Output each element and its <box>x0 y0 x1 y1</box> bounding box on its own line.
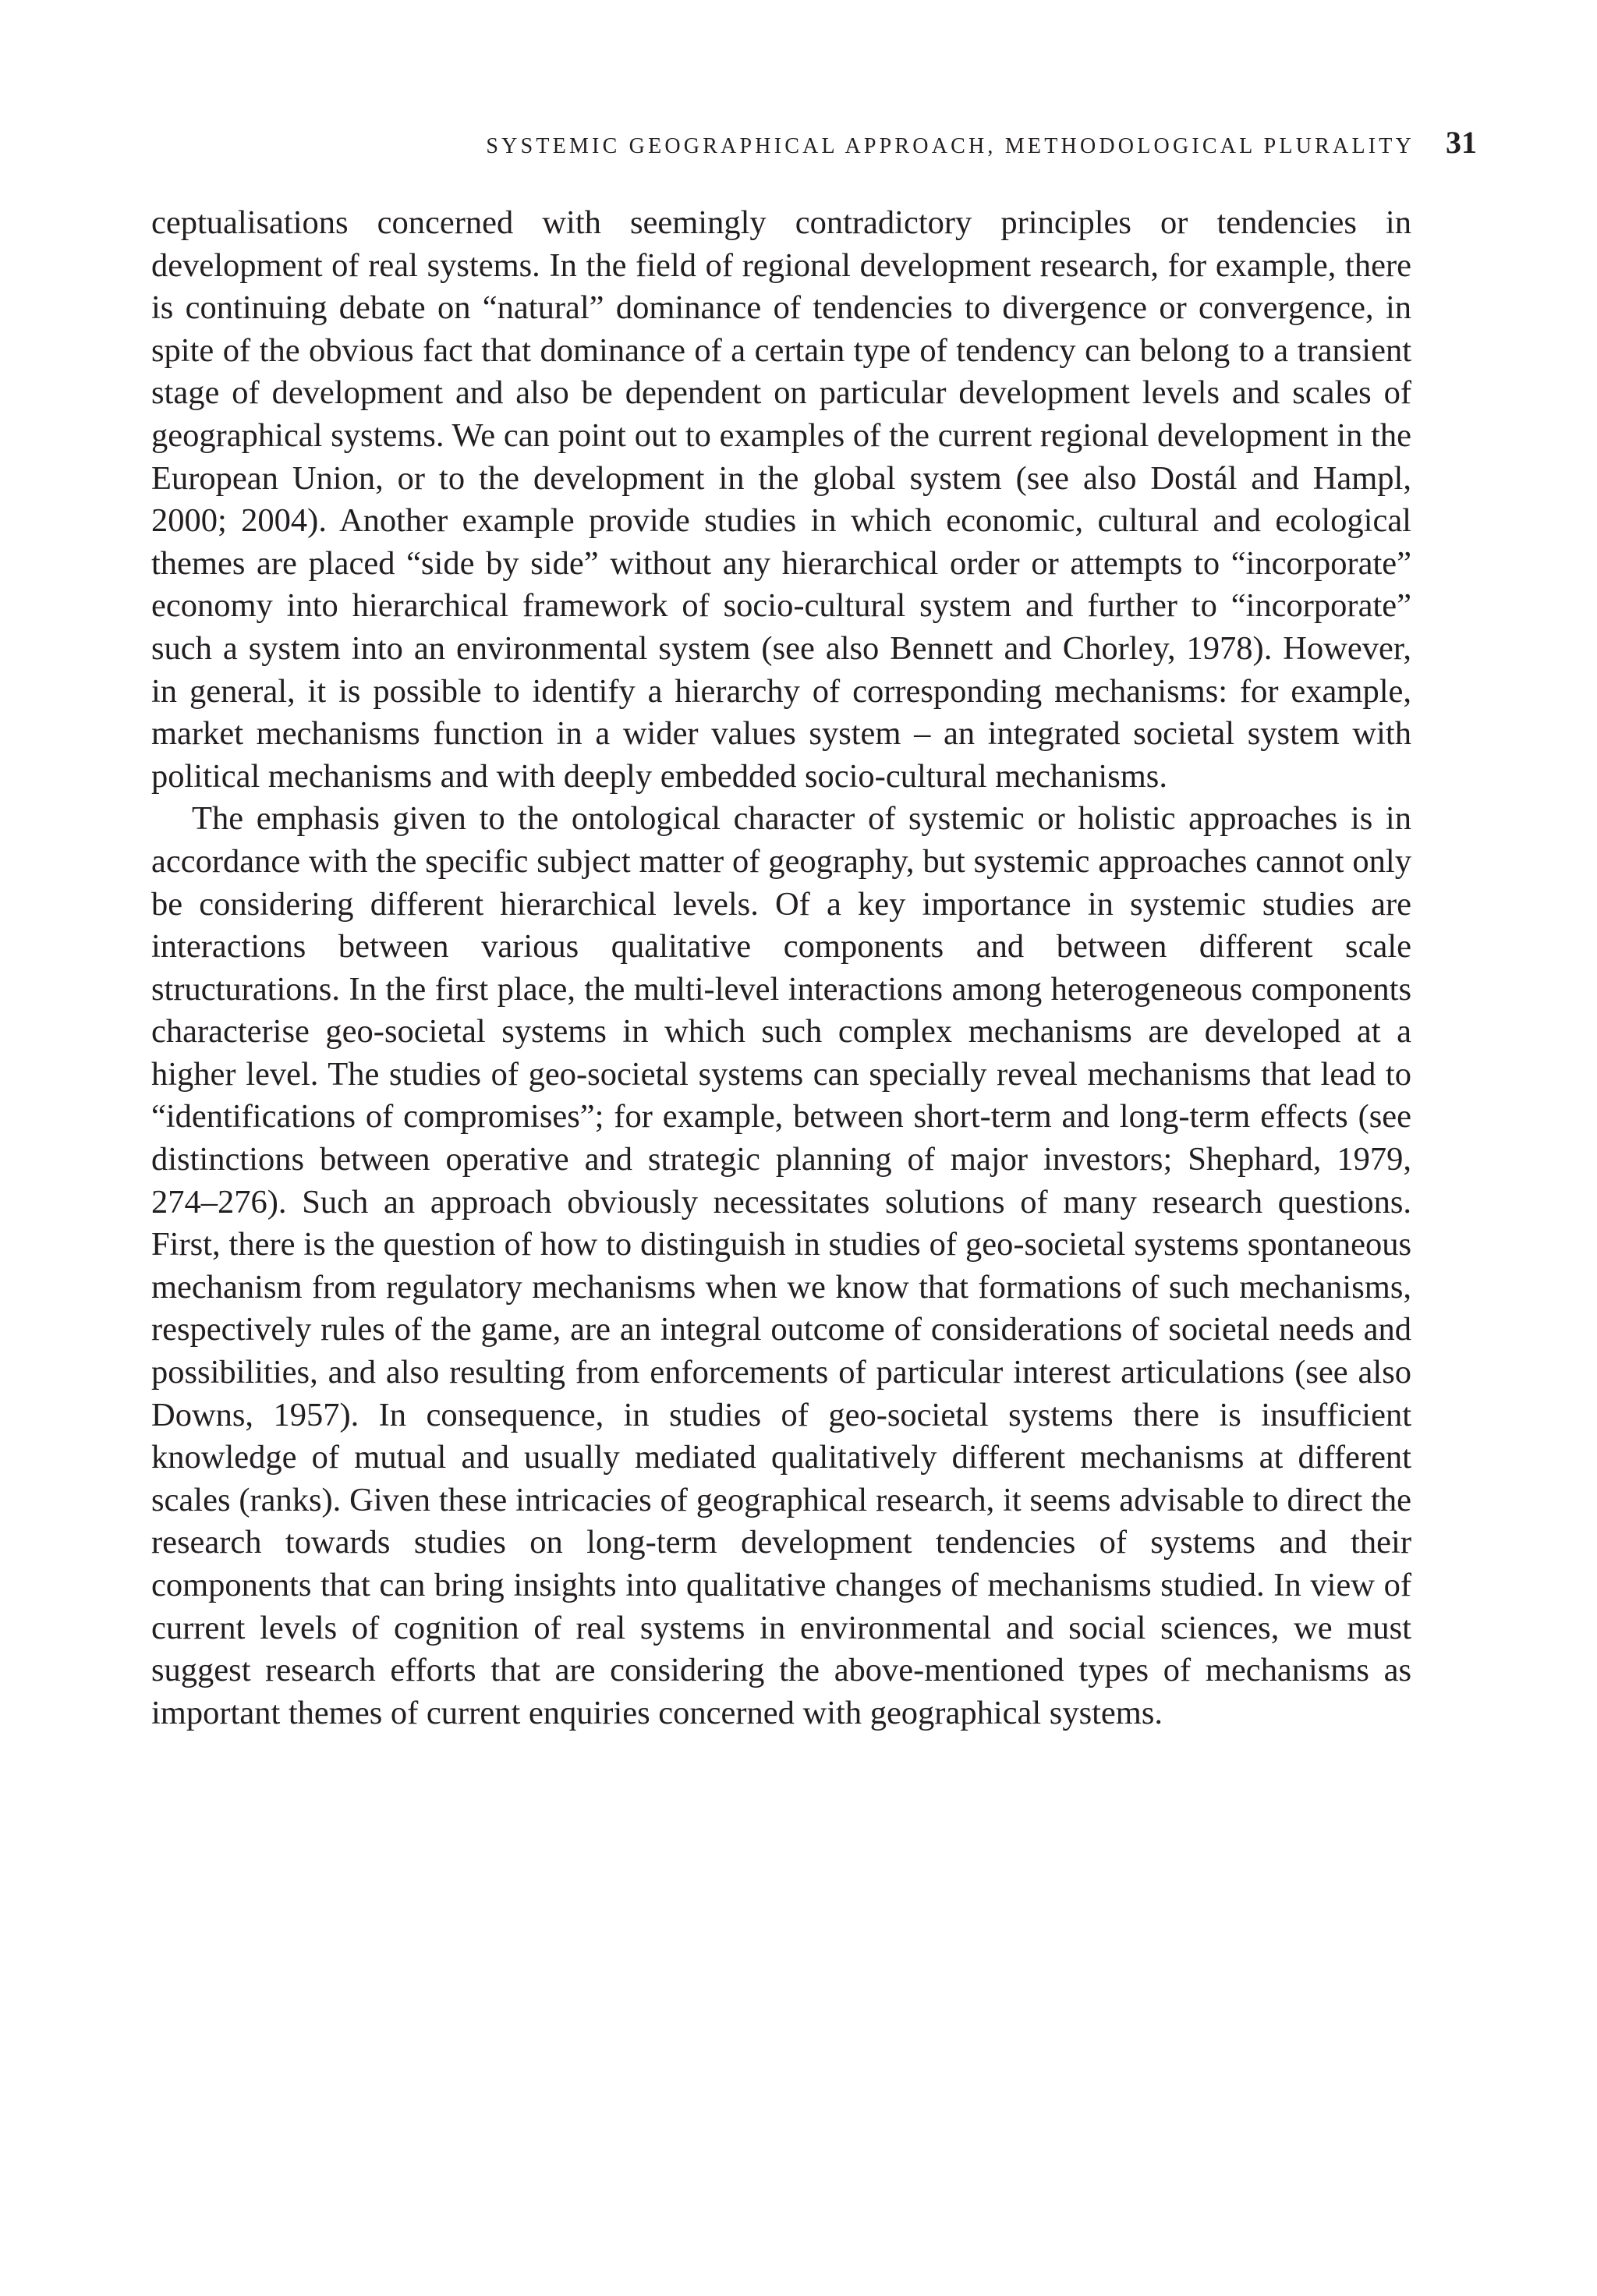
running-title: SYSTEMIC GEOGRAPHICAL APPROACH, METHODOLOGICAL PLURALITY <box>486 134 1415 158</box>
running-header <box>151 122 1477 163</box>
body-text <box>151 202 1411 1734</box>
page-number: 31 <box>1446 125 1477 160</box>
paragraph-continued: ceptualisations concerned with seemingly contradictory principles or tendencies in development of real systems. In the field of regional development research, for example, there is continuing debate on “natural” dominance of tendencies to divergence or convergence, in spite of the obvious fact that dominance of a certain type of tendency can belong to a transient stage of development and also be dependent on particular development levels and scales of geographical systems. We can point out to examples of the current regional development in the European Union, or to the development in the global system (see also Dostál and Hampl, 2000; 2004). Another example provide studies in which economic, cultural and ecological themes are placed “side by side” without any hierarchical order or attempts to “incorporate” economy into hierarchical framework of socio-cultural system and further to “incorporate” such a system into an environmental system (see also Bennett and Chorley, 1978). However, in general, it is possible to identify a hierarchy of corresponding mechanisms: for example, market mechanisms function in a wider values system – an integrated societal system with political mechanisms and with deeply embedded socio-cultural mechanisms. <box>151 204 1411 795</box>
paragraph: The emphasis given to the ontological character of systemic or holistic approaches is in accordance with the specific subject matter of geography, but systemic approaches cannot only be considering different hierarchical levels. Of a key importance in systemic studies are interactions between various qualitative components and between different scale structurations. In the first place, the multi-level interactions among heterogeneous components characterise geo-societal systems in which such complex mechanisms are developed at a higher level. The studies of geo-societal systems can specially reveal mechanisms that lead to “identifications of compromises”; for example, between short-term and long-term effects (see distinctions between operative and strategic planning of major investors; Shephard, 1979, 274–276). Such an approach obviously necessitates solutions of many research questions. First, there is the question of how to distinguish in studies of geo-societal systems spontaneous mechanism from regulatory mechanisms when we know that formations of such mechanisms, respectively rules of the game, are an integral outcome of considerations of societal needs and possibilities, and also resulting from enforcements of particular interest articulations (see also Downs, 1957). In consequence, in studies of geo-societal systems there is insufficient knowledge of mutual and usually mediated qualitatively different mechanisms at different scales (ranks). Given these intricacies of geographical research, it seems advisable to direct the research towards studies on long-term development tendencies of systems and their components that can bring insights into qualitative changes of mechanisms studied. In view of current levels of cognition of real systems in environmental and social sciences, we must suggest research efforts that are considering the above-mentioned types of mechanisms as important themes of current enquiries concerned with geographical systems. <box>151 800 1411 1731</box>
